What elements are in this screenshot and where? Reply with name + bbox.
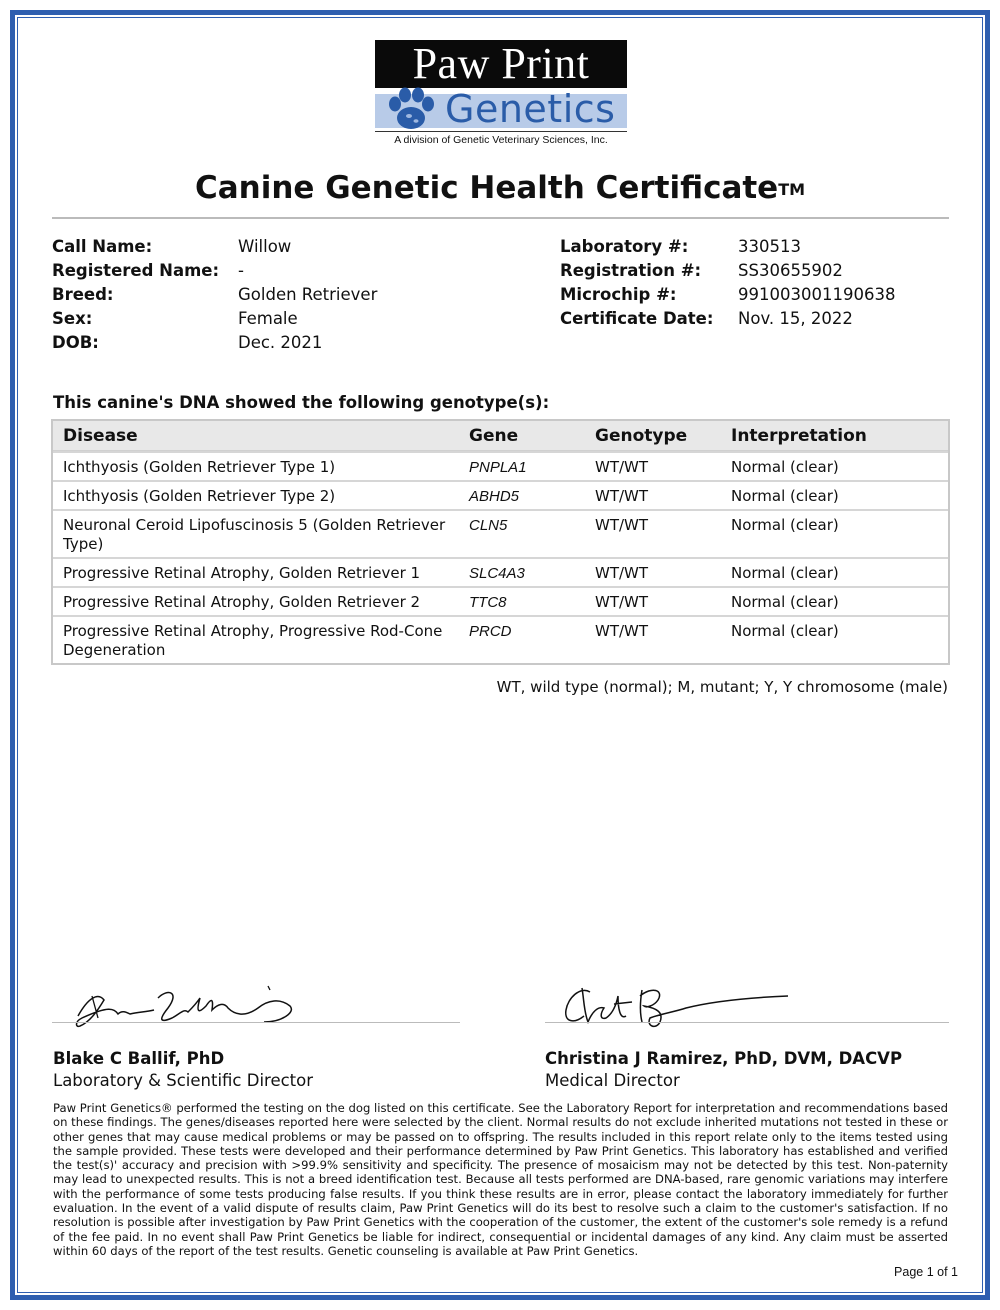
table-header-row (53, 421, 948, 451)
title-divider (52, 217, 949, 219)
info-label: Certificate Date: (560, 309, 714, 328)
logo-wordmark-genetics: Genetics (445, 87, 616, 131)
cell-gene: PNPLA1 (469, 459, 527, 476)
info-label: Breed: (52, 285, 114, 304)
table-row (53, 586, 948, 615)
cell-genotype: WT/WT (595, 593, 649, 611)
signer-title: Laboratory & Scientific Director (53, 1071, 314, 1090)
column-header-genotype: Genotype (595, 425, 688, 446)
disclaimer-text: Paw Print Genetics® performed the testing on the dog listed on this certificate. See the Laboratory Report for interpretation and recommendations based on these findings. The genes/diseases reported here were selected by the client. Normal results do not exclude inherited mutations not tested in these or other genes that may cause medical problems or may be passed on to offspring. The results included in this report relate only to the items tested using the sample provided. These tests were developed and their performance determined by Paw Print Genetics. This laboratory has established and verified the test(s)' accuracy and precision with >99.9% sensitivity and specificity. The presence of mosaicism may not be detected by this test. Non-paternity may lead to unexpected results. This is not a breed identification test. Because all tests performed are DNA-based, rare genomic variations may interfere with the performance of some tests producing false results. If you think these results are in error, please contact the laboratory immediately for further evaluation. In the event of a valid dispute of results claim, Paw Print Genetics will do its best to resolve such a claim to the customer's satisfaction. If no resolution is possible after investigation by Paw Print Genetics with the cooperation of the customer, the extent of the customer's sole remedy is a refund of the fee paid. In no event shall Paw Print Genetics be liable for indirect, consequential or incidental damages of any kind. Any claim must be asserted within 60 days of the report of the test results. Genetic counseling is available at Paw Print Genetics. (53, 1101, 948, 1258)
column-header-disease: Disease (63, 425, 138, 446)
info-row-dob (52, 331, 377, 355)
logo-rule (375, 131, 627, 132)
cell-gene: ABHD5 (469, 488, 520, 505)
cell-interpretation: Normal (clear) (731, 622, 839, 640)
info-row-laboratory-number (560, 235, 895, 259)
info-row-certificate-date (560, 307, 895, 331)
info-value: SS30655902 (738, 261, 843, 280)
signer-ballif (53, 1048, 313, 1092)
logo-wordmark-top: Paw Print (375, 40, 627, 88)
table-row (53, 615, 948, 663)
certificate-title (0, 168, 1000, 208)
cell-genotype: WT/WT (595, 487, 649, 505)
info-label: Registered Name: (52, 261, 220, 280)
info-label: Microchip #: (560, 285, 677, 304)
info-value: 330513 (738, 237, 801, 256)
column-header-interpretation: Interpretation (731, 425, 867, 446)
info-value: Dec. 2021 (238, 333, 323, 352)
cell-disease: Ichthyosis (Golden Retriever Type 2) (63, 487, 336, 505)
cell-genotype: WT/WT (595, 564, 649, 582)
cell-interpretation: Normal (clear) (731, 487, 839, 505)
cell-genotype: WT/WT (595, 458, 649, 476)
column-header-gene: Gene (469, 425, 519, 446)
info-value: Golden Retriever (238, 285, 378, 304)
table-row (53, 557, 948, 586)
cell-interpretation: Normal (clear) (731, 593, 839, 611)
info-value: Female (238, 309, 298, 328)
cell-disease: Neuronal Ceroid Lipofuscinosis 5 (Golden Retriever Type) (63, 516, 446, 553)
info-value: 991003001190638 (738, 285, 896, 304)
info-label: Sex: (52, 309, 93, 328)
info-value: Willow (238, 237, 292, 256)
cell-interpretation: Normal (clear) (731, 516, 839, 534)
dog-info-right (560, 235, 895, 331)
signer-title: Medical Director (545, 1071, 680, 1090)
info-row-registered-name (52, 259, 377, 283)
info-row-call-name (52, 235, 377, 259)
cell-genotype: WT/WT (595, 622, 649, 640)
signer-name: Christina J Ramirez, PhD, DVM, DACVP (545, 1049, 903, 1068)
table-row (53, 451, 948, 480)
trademark-mark: TM (778, 180, 806, 199)
cell-disease: Ichthyosis (Golden Retriever Type 1) (63, 458, 336, 476)
dog-info-left (52, 235, 377, 355)
paw-print-genetics-logo (375, 40, 627, 152)
cell-gene: TTC8 (469, 594, 507, 611)
info-row-microchip-number (560, 283, 895, 307)
logo-tagline: A division of Genetic Veterinary Sciences, Inc. (394, 134, 608, 146)
signature-ramirez (560, 978, 800, 1043)
info-label: Call Name: (52, 237, 153, 256)
table-row (53, 509, 948, 557)
cell-disease: Progressive Retinal Atrophy, Golden Retriever 2 (63, 593, 421, 611)
cell-interpretation: Normal (clear) (731, 458, 839, 476)
info-label: DOB: (52, 333, 99, 352)
certificate-title-text: Canine Genetic Health Certificate (194, 170, 779, 206)
cell-disease: Progressive Retinal Atrophy, Progressive Rod-Cone Degeneration (63, 622, 443, 659)
signature-ballif (68, 978, 308, 1038)
info-label: Laboratory #: (560, 237, 689, 256)
cell-gene: SLC4A3 (469, 565, 525, 582)
cell-genotype: WT/WT (595, 516, 649, 534)
info-value: Nov. 15, 2022 (738, 309, 853, 328)
cell-disease: Progressive Retinal Atrophy, Golden Retriever 1 (63, 564, 421, 582)
genotype-table (51, 419, 950, 665)
genotype-legend: WT, wild type (normal); M, mutant; Y, Y chromosome (male) (496, 678, 948, 696)
info-row-sex (52, 307, 377, 331)
results-heading: This canine's DNA showed the following genotype(s): (53, 393, 550, 412)
info-row-registration-number (560, 259, 895, 283)
signature-line-left (52, 1022, 460, 1023)
paw-print-icon (383, 82, 439, 138)
cell-gene: PRCD (469, 623, 512, 640)
info-label: Registration #: (560, 261, 702, 280)
signer-name: Blake C Ballif, PhD (53, 1049, 225, 1068)
page-indicator: Page 1 of 1 (894, 1265, 958, 1279)
signature-line-right (545, 1022, 949, 1023)
table-row (53, 480, 948, 509)
info-value: - (238, 261, 244, 280)
signer-ramirez (545, 1048, 902, 1092)
info-row-breed (52, 283, 377, 307)
cell-interpretation: Normal (clear) (731, 564, 839, 582)
cell-gene: CLN5 (469, 517, 508, 534)
